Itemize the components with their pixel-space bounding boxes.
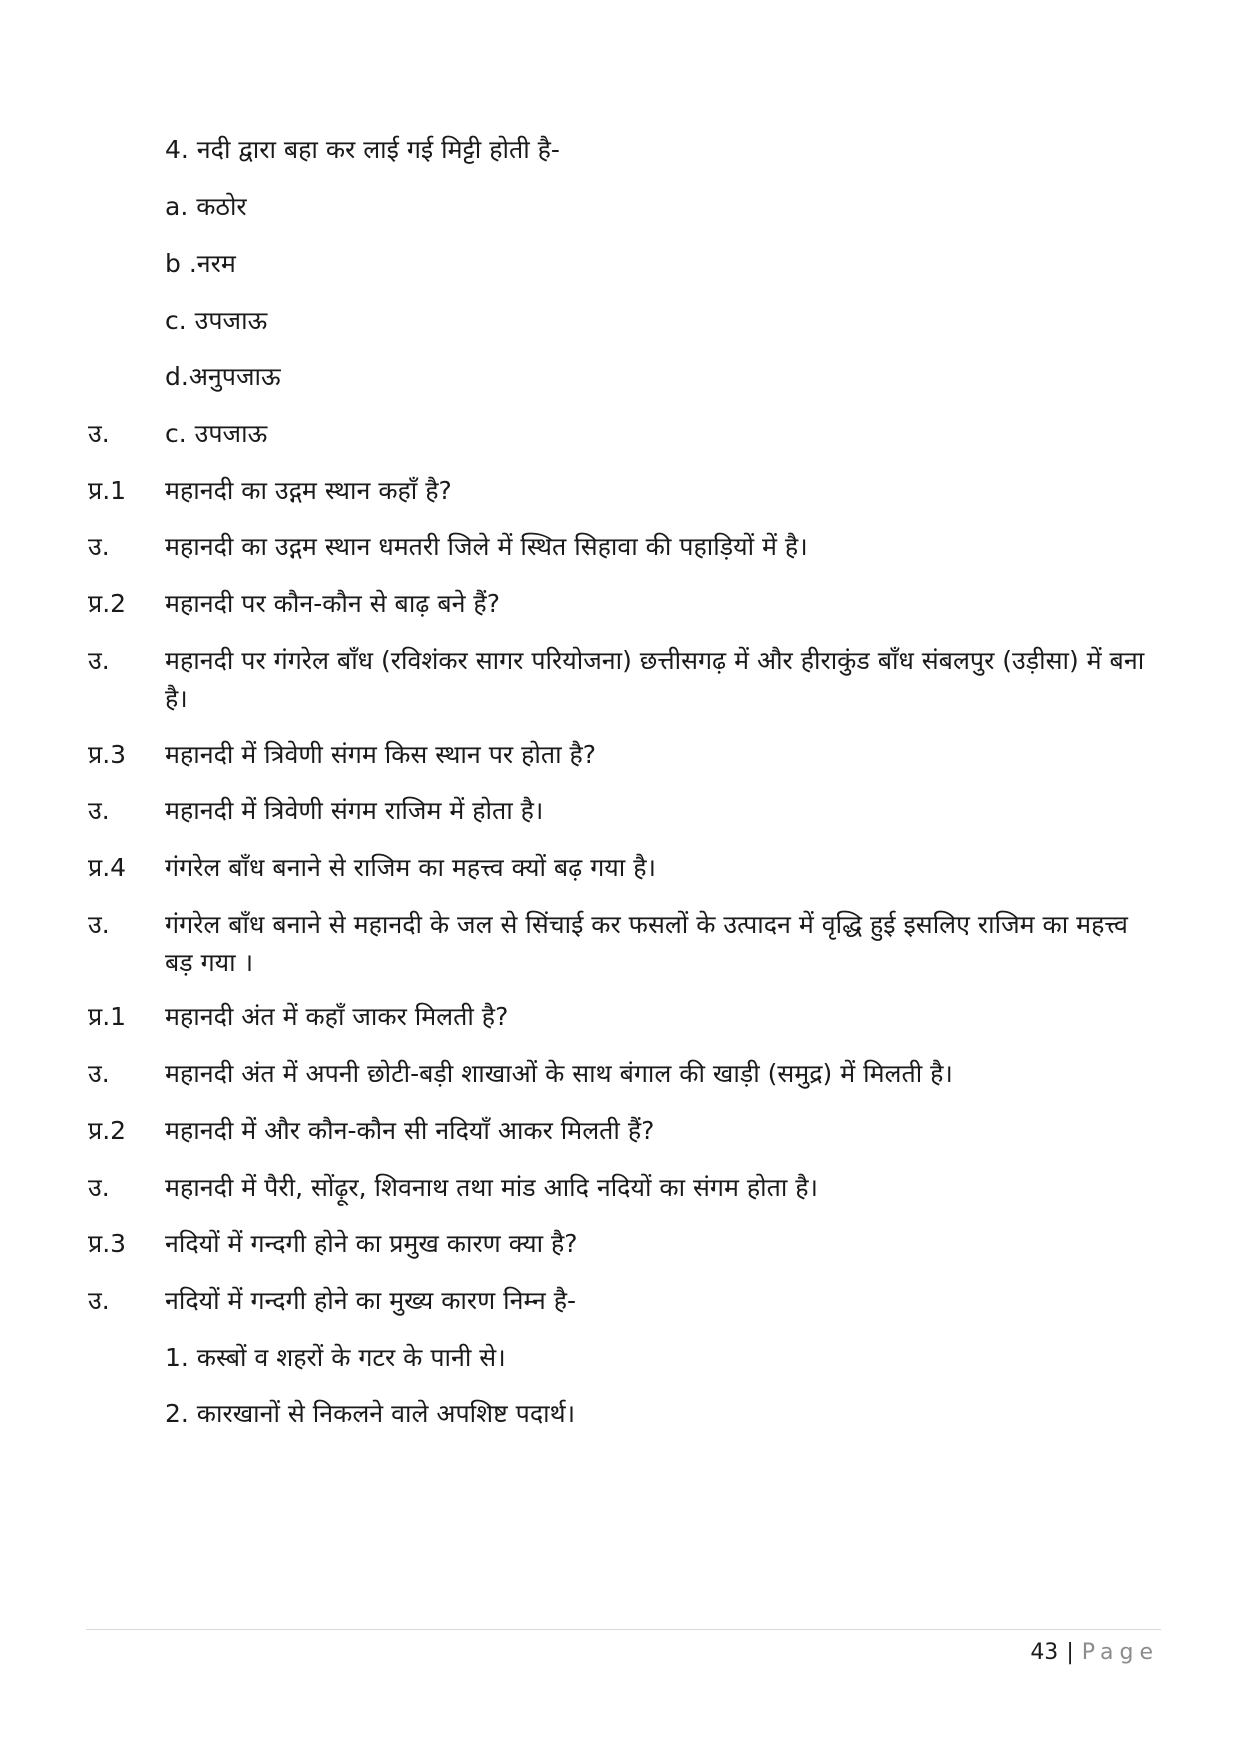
answer-label: उ. xyxy=(88,532,110,561)
option-d-text: d.अनुपजाऊ xyxy=(165,362,281,391)
question-label: प्र.2 xyxy=(88,589,127,618)
question-text: महानदी अंत में कहाँ जाकर मिलती है? xyxy=(165,1002,509,1031)
footer-separator: | xyxy=(1066,1640,1074,1665)
question-label: प्र.3 xyxy=(88,740,127,769)
option-a-text: a. कठोर xyxy=(165,192,247,221)
answer-label: उ. xyxy=(88,796,110,825)
answer-text: महानदी अंत में अपनी छोटी-बड़ी शाखाओं के साथ बंगाल की खाड़ी (समुद्र) में मिलती है। xyxy=(165,1059,953,1088)
option-b-text: b .नरम xyxy=(165,249,236,278)
answer-text: c. उपजाऊ xyxy=(165,419,268,448)
question-label: प्र.4 xyxy=(88,853,127,882)
question-text: महानदी में त्रिवेणी संगम किस स्थान पर होता है? xyxy=(165,740,597,769)
list-item-text: 2. कारखानों से निकलने वाले अपशिष्ट पदार्थ। xyxy=(165,1399,576,1428)
answer-label: उ. xyxy=(88,646,110,675)
question-label: प्र.3 xyxy=(88,1229,127,1258)
question-text: महानदी में और कौन-कौन सी नदियाँ आकर मिलती हैं? xyxy=(165,1116,655,1145)
list-item-text: 1. कस्बों व शहरों के गटर के पानी से। xyxy=(165,1343,506,1372)
answer-text: महानदी में पैरी, सोंढ़ूर, शिवनाथ तथा मांड आदि नदियों का संगम होता है। xyxy=(165,1173,819,1202)
page-word: Page xyxy=(1081,1640,1159,1665)
answer-label: उ. xyxy=(88,910,110,939)
answer-text: महानदी में त्रिवेणी संगम राजिम में होता है। xyxy=(165,796,544,825)
option-c-text: c. उपजाऊ xyxy=(165,306,268,335)
answer-text: महानदी का उद्गम स्थान धमतरी जिले में स्थित सिहावा की पहाड़ियों में है। xyxy=(165,532,808,561)
question-label: प्र.1 xyxy=(88,476,127,505)
question-text: महानदी का उद्गम स्थान कहाँ है? xyxy=(165,476,452,505)
answer-label: उ. xyxy=(88,1286,110,1315)
page-footer xyxy=(1030,1636,1159,1670)
answer-text: महानदी पर गंगरेल बाँध (रविशंकर सागर परियोजना) छत्तीसगढ़ में और हीराकुंड बाँध संबलपुर (उड़ीसा) में बना है। xyxy=(165,646,1145,713)
page-number: 43 xyxy=(1030,1640,1059,1665)
question-4-text: 4. नदी द्वारा बहा कर लाई गई मिट्टी होती है- xyxy=(165,135,560,164)
answer-text: गंगरेल बाँध बनाने से महानदी के जल से सिंचाई कर फसलों के उत्पादन में वृद्धि हुई इसलिए राजिम का महत्त्व बड़ गया । xyxy=(165,910,1128,977)
answer-label: उ. xyxy=(88,419,110,448)
answer-label: उ. xyxy=(88,1173,110,1202)
answer-text: नदियों में गन्दगी होने का मुख्य कारण निम्न है- xyxy=(165,1286,577,1315)
question-label: प्र.2 xyxy=(88,1116,127,1145)
question-label: प्र.1 xyxy=(88,1002,127,1031)
question-text: गंगरेल बाँध बनाने से राजिम का महत्त्व क्यों बढ़ गया है। xyxy=(165,853,656,882)
answer-label: उ. xyxy=(88,1059,110,1088)
question-text: नदियों में गन्दगी होने का प्रमुख कारण क्या है? xyxy=(165,1229,578,1258)
question-text: महानदी पर कौन-कौन से बाढ़ बने हैं? xyxy=(165,589,500,618)
footer-divider xyxy=(86,1629,1161,1630)
